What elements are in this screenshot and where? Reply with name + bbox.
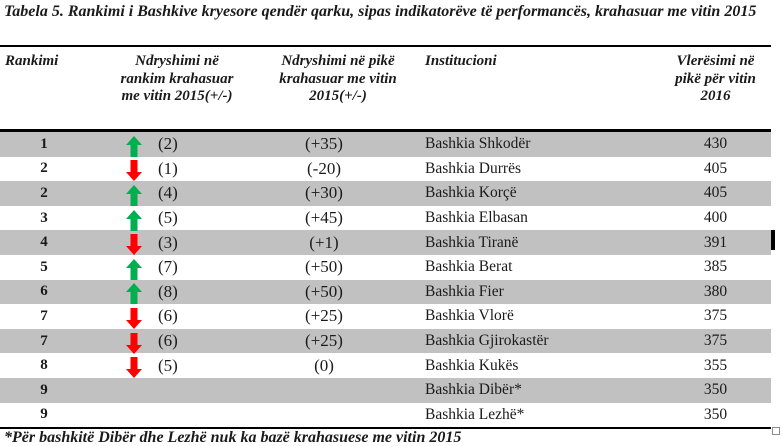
rank-change-value: (7) [158,257,178,277]
rank-cell [0,132,88,157]
rank-change-cell [88,329,266,354]
institution-cell [410,230,660,255]
score-value: 430 [703,135,728,153]
table-footnote: *Për bashkitë Dibër dhe Lezhë nuk ka bazë krahasuese me vitin 2015 [4,429,462,446]
table-row [0,378,771,403]
table-body [0,132,771,427]
institution-cell [410,280,660,305]
rank-value: 9 [40,406,48,423]
points-change-cell [266,181,410,206]
institution-cell [410,132,660,157]
rank-change-cell [88,378,266,403]
score-cell [660,280,771,305]
column-header-label: Ndryshimi në pikë krahasuar me vitin 2015(+/-) [279,53,397,104]
points-change-cell [266,255,410,280]
points-change-value: (+30) [305,183,343,203]
points-change-cell [266,329,410,354]
up-arrow-icon [125,185,143,206]
rank-cell [0,181,88,206]
institution-name: Bashkia Dibër* [425,381,522,399]
institution-cell [410,353,660,378]
points-change-cell [266,403,410,428]
down-arrow-icon [125,160,143,181]
table-row [0,230,771,255]
rank-value: 1 [40,135,48,152]
column-header-label: Vlerësimi në pikë për vitin 2016 [675,53,756,104]
points-change-value: (-20) [307,158,341,178]
institution-name: Bashkia Lezhë* [425,405,525,423]
score-cell [660,230,771,255]
score-value: 350 [703,405,728,423]
score-cell [660,157,771,182]
rank-change-cell [88,157,266,182]
up-arrow-icon [125,210,143,231]
rank-cell [0,304,88,329]
text-cursor [771,230,775,250]
rank-value: 4 [40,234,48,251]
institution-cell [410,206,660,231]
rank-change-cell [88,181,266,206]
rank-change-cell [88,255,266,280]
rank-cell [0,329,88,354]
rank-cell [0,353,88,378]
rank-change-value: (8) [158,281,178,301]
column-header-score [660,53,771,106]
score-cell [660,353,771,378]
score-value: 375 [703,332,728,350]
score-value: 400 [703,209,728,227]
table-row [0,304,771,329]
institution-name: Bashkia Durrës [425,159,521,177]
rank-cell [0,206,88,231]
points-change-value: (+25) [305,306,343,326]
points-change-value: (+45) [305,208,343,228]
down-arrow-icon [125,357,143,378]
up-arrow-icon [125,283,143,304]
rank-value: 2 [40,184,48,201]
score-value: 405 [703,159,728,177]
rank-value: 2 [40,160,48,177]
column-header-points-change [266,53,410,106]
table-row [0,353,771,378]
rank-value: 3 [40,209,48,226]
rank-value: 5 [40,258,48,275]
column-header-label: Institucioni [425,53,497,69]
institution-cell [410,329,660,354]
institution-cell [410,181,660,206]
column-header-label: Rankimi [5,53,59,69]
institution-name: Bashkia Fier [425,282,504,300]
rank-change-cell [88,353,266,378]
rank-cell [0,403,88,428]
column-header-label: Ndryshimi në rankim krahasuar me vitin 2015(+/-) [120,53,234,104]
rank-change-cell [88,230,266,255]
rank-change-value: (1) [158,158,178,178]
points-change-value: (+50) [305,257,343,277]
rank-cell [0,230,88,255]
rank-cell [0,280,88,305]
points-change-value: (+35) [305,134,343,154]
institution-cell [410,378,660,403]
score-value: 391 [703,233,728,251]
up-arrow-icon [125,259,143,280]
rank-change-cell [88,206,266,231]
points-change-cell [266,206,410,231]
column-header-rank-change [88,53,266,106]
rank-value: 7 [40,332,48,349]
up-arrow-icon [125,136,143,157]
score-cell [660,329,771,354]
table-row [0,157,771,182]
table-row [0,255,771,280]
rank-change-value: (6) [158,306,178,326]
rank-change-value: (5) [158,208,178,228]
down-arrow-icon [125,234,143,255]
anchor-handle [772,427,780,435]
institution-name: Bashkia Gjirokastër [425,332,549,350]
rank-change-cell [88,132,266,157]
table-row [0,132,771,157]
rank-cell [0,157,88,182]
rank-value: 6 [40,283,48,300]
institution-cell [410,255,660,280]
score-cell [660,403,771,428]
rank-value: 8 [40,357,48,374]
rank-change-value: (3) [158,232,178,252]
rank-change-cell [88,403,266,428]
points-change-value: (+1) [309,232,339,252]
institution-cell [410,403,660,428]
score-cell [660,255,771,280]
score-cell [660,304,771,329]
column-header-rankimi [0,53,88,71]
institution-name: Bashkia Vlorë [425,307,514,325]
table-row [0,181,771,206]
rank-change-cell [88,304,266,329]
institution-name: Bashkia Kukës [425,356,519,374]
down-arrow-icon [125,333,143,354]
rank-change-value: (6) [158,331,178,351]
rank-change-cell [88,280,266,305]
score-value: 350 [703,381,728,399]
table-header-row [0,47,771,132]
table-title: Tabela 5. Rankimi i Bashkive kryesore qendër qarku, sipas indikatorëve të performancës, krahasuar me vitin 2015 [4,3,757,20]
points-change-cell [266,280,410,305]
points-change-cell [266,157,410,182]
institution-name: Bashkia Elbasan [425,209,528,227]
column-header-institucioni [410,53,660,71]
points-change-cell [266,132,410,157]
table-row [0,329,771,354]
score-cell [660,206,771,231]
score-value: 355 [703,356,728,374]
points-change-cell [266,353,410,378]
down-arrow-icon [125,308,143,329]
rank-change-value: (2) [158,134,178,154]
rank-cell [0,255,88,280]
score-cell [660,181,771,206]
points-change-cell [266,304,410,329]
rank-value: 9 [40,381,48,398]
points-change-value: (+50) [305,281,343,301]
score-value: 385 [703,258,728,276]
score-value: 375 [703,307,728,325]
rank-cell [0,378,88,403]
points-change-value: (+25) [305,331,343,351]
points-change-cell [266,378,410,403]
table-row [0,206,771,231]
institution-name: Bashkia Korçë [425,184,517,202]
table-row [0,403,771,428]
institution-cell [410,157,660,182]
table-row [0,280,771,305]
score-value: 405 [703,184,728,202]
ranking-table [0,45,771,429]
rank-change-value: (4) [158,183,178,203]
score-cell [660,132,771,157]
score-value: 380 [703,282,728,300]
institution-name: Bashkia Berat [425,258,513,276]
institution-cell [410,304,660,329]
points-change-cell [266,230,410,255]
rank-value: 7 [40,307,48,324]
institution-name: Bashkia Tiranë [425,233,519,251]
institution-name: Bashkia Shkodër [425,135,531,153]
points-change-value: (0) [314,355,334,375]
rank-change-value: (5) [158,355,178,375]
score-cell [660,378,771,403]
